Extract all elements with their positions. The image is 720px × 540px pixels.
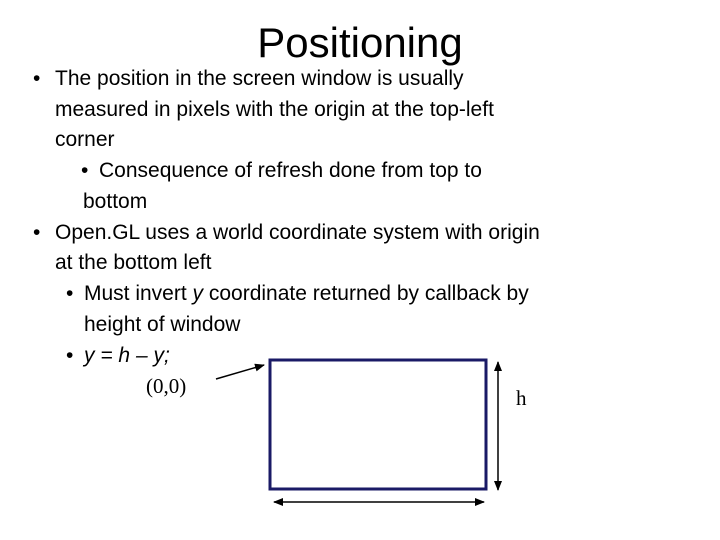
origin-arrow [216,365,264,379]
bullet-line: Open.GL uses a world coordinate system with origin [55,221,540,244]
origin-label: (0,0) [146,374,187,398]
bullet-dot-icon: • [81,159,89,182]
bullet-line: at the bottom left [55,251,212,274]
bullet-dot-icon: • [33,221,41,244]
formula: y = h – y; [84,344,170,367]
variable-y: y [192,282,204,305]
bullet-dot-icon: • [66,344,74,367]
bullet-text-pre: Must invert [84,282,193,305]
bullet-line: The position in the screen window is usually [55,67,464,90]
window-rectangle [270,360,486,489]
slide-title: Positioning [257,19,463,66]
bullet-dot-icon: • [33,67,41,90]
bullet-line: Consequence of refresh done from top to [99,159,482,182]
bullet-line: bottom [83,190,148,213]
bullet-line: height of window [84,313,241,336]
height-label: h [516,386,527,410]
bullet-line: corner [55,128,115,151]
bullet-dot-icon: • [66,282,74,305]
bullet-line: measured in pixels with the origin at the top-left [55,98,494,121]
bullet-text-post: coordinate returned by callback by [203,282,529,305]
